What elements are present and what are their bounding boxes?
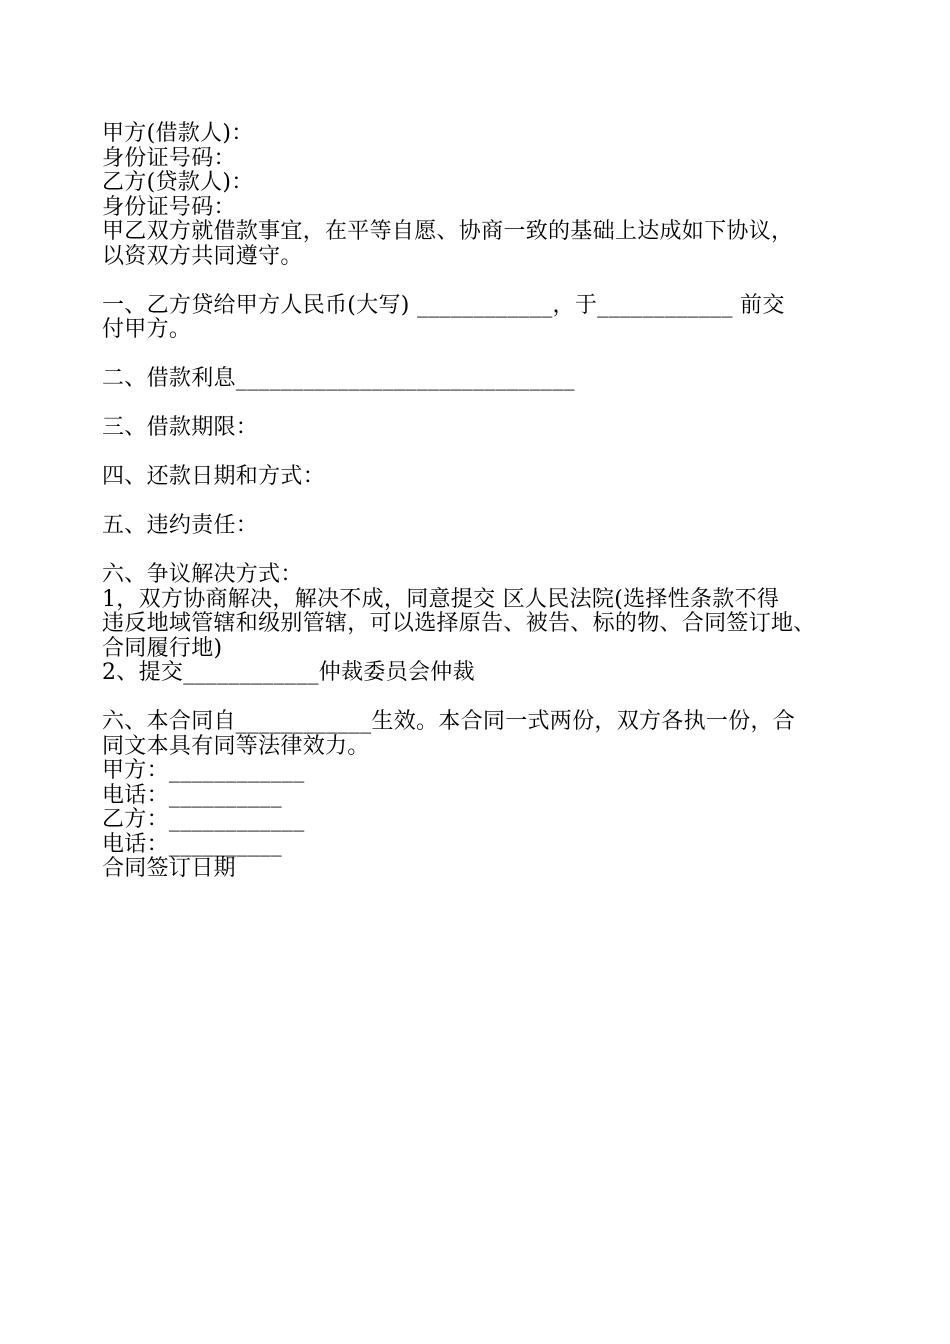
clause-7-line-1: 六、本合同自____________生效。本合同一式两份，双方各执一份，合 — [102, 709, 796, 734]
intro-text-line-2: 以资双方共同遵守。 — [102, 243, 303, 269]
clause-1-line-1: 一、乙方贷给甲方人民币(大写) ____________，于____________ 前交 — [102, 292, 785, 318]
signature-party-a-phone: 电话：__________ — [102, 782, 282, 808]
spacer — [102, 343, 872, 368]
clause-6-title: 六、争议解决方式： — [102, 562, 303, 587]
clause-3-term: 三、借款期限： — [102, 415, 259, 440]
clause-6-item-1-line-2: 违反地域管辖和级别管辖，可以选择原告、被告、标的物、合同签订地、 — [102, 611, 816, 636]
signature-date: 合同签订日期 — [102, 856, 236, 881]
party-a-id-label: 身份证号码： — [102, 145, 236, 171]
clause-7-line-2: 同文本具有同等法律效力。 — [102, 733, 370, 759]
spacer — [102, 686, 872, 711]
clause-6-item-2: 2、提交____________仲裁委员会仲裁 — [102, 660, 475, 685]
signature-party-b-phone: 电话：__________ — [102, 831, 282, 857]
clause-5-liability: 五、违约责任： — [102, 513, 259, 538]
clause-1-line-2: 付甲方。 — [102, 317, 192, 342]
spacer — [102, 539, 872, 564]
spacer — [102, 269, 872, 294]
party-a-label: 甲方(借款人)： — [102, 121, 254, 146]
clause-6-item-1-line-3: 合同履行地) — [102, 635, 223, 661]
spacer — [102, 441, 872, 466]
signature-party-a: 甲方：____________ — [102, 758, 305, 783]
party-b-label: 乙方(贷款人)： — [102, 170, 254, 195]
clause-6-item-1-line-1: 1，双方协商解决，解决不成，同意提交 区人民法院(选择性条款不得 — [102, 586, 780, 612]
spacer — [102, 392, 872, 417]
party-b-id-label: 身份证号码： — [102, 194, 236, 220]
signature-party-b: 乙方：____________ — [102, 807, 305, 832]
contract-document — [102, 122, 872, 882]
intro-text-line-1: 甲乙双方就借款事宜，在平等自愿、协商一致的基础上达成如下协议， — [102, 219, 794, 244]
clause-4-repayment: 四、还款日期和方式： — [102, 464, 326, 489]
spacer — [102, 490, 872, 515]
clause-2-interest: 二、借款利息______________________________ — [102, 366, 575, 391]
